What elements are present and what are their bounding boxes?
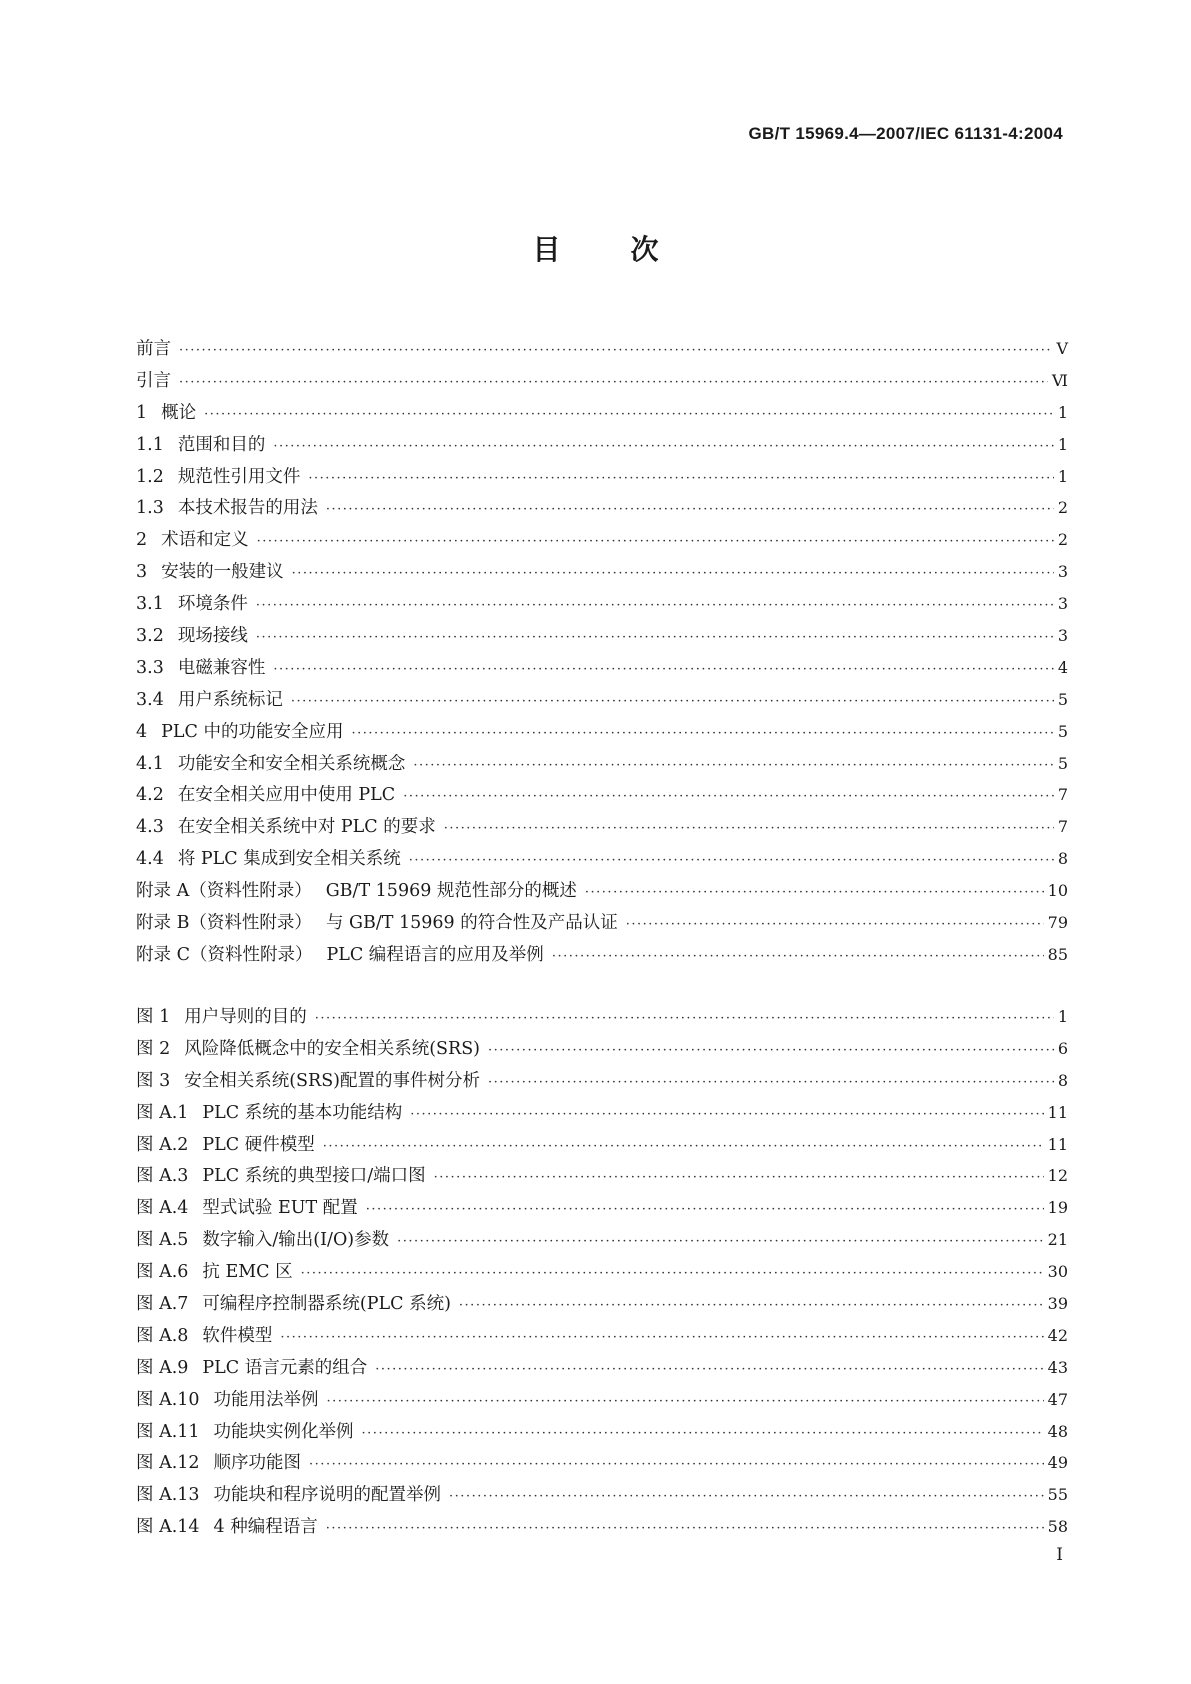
toc-entry-title	[136, 1162, 430, 1187]
toc-entry-number: 1	[136, 402, 148, 423]
toc-entry[interactable]	[136, 335, 1068, 367]
figure-entry[interactable]	[136, 1386, 1068, 1418]
page-number: I	[1056, 1545, 1063, 1565]
toc-entry-page: 12	[1047, 1166, 1068, 1186]
toc-entry-page: 7	[1057, 817, 1068, 837]
toc-entry-number: 1.2	[136, 466, 164, 487]
toc-entry-label: 数字输入/输出(I/O)参数	[202, 1230, 390, 1251]
dot-leader	[585, 885, 1044, 900]
toc-entry-page: Ⅴ	[1056, 339, 1068, 358]
toc-entry-label: 用户系统标记	[177, 689, 283, 710]
toc-entry-title	[136, 1354, 371, 1379]
toc-entry-label: 现场接线	[177, 626, 248, 647]
toc-entry-label: 安全相关系统(SRS)配置的事件树分析	[184, 1070, 481, 1091]
toc-entry-title	[136, 1418, 358, 1443]
dot-leader	[488, 1043, 1054, 1058]
toc-entry[interactable]	[136, 399, 1068, 431]
toc-entry-title	[136, 1386, 323, 1411]
toc-entry-title	[136, 1449, 305, 1474]
figure-entry[interactable]	[136, 1449, 1068, 1481]
toc-entry-number: 图 A.11	[136, 1421, 200, 1442]
toc-entry-label: 本技术报告的用法	[177, 498, 318, 519]
figure-entry[interactable]	[136, 1099, 1068, 1131]
toc-entry-page: 49	[1047, 1453, 1068, 1473]
toc-entry-title	[136, 1322, 276, 1347]
dot-leader	[449, 1489, 1044, 1504]
toc-entry-page: 48	[1047, 1421, 1068, 1441]
dot-leader	[327, 1394, 1044, 1409]
toc-entry-title	[136, 463, 304, 488]
toc-entry[interactable]	[136, 526, 1068, 558]
figure-entry[interactable]	[136, 1226, 1068, 1258]
toc-entry-number: 4.1	[136, 753, 164, 774]
toc-entry-page: 3	[1057, 626, 1068, 646]
figure-entry[interactable]	[136, 1418, 1068, 1450]
toc-entry-title	[136, 1226, 393, 1251]
dot-leader	[291, 694, 1054, 709]
dot-leader	[413, 758, 1053, 773]
toc-entry-label: PLC 系统的基本功能结构	[202, 1102, 403, 1123]
toc-entry-page: 1	[1057, 434, 1068, 454]
dot-leader	[352, 726, 1054, 741]
toc-entry-page: 55	[1047, 1485, 1068, 1505]
dot-leader	[362, 1426, 1044, 1441]
dot-leader	[256, 598, 1054, 613]
toc-entry-page: 2	[1057, 530, 1068, 550]
dot-leader	[257, 534, 1054, 549]
toc-entry-label: 型式试验 EUT 配置	[202, 1198, 358, 1219]
toc-entry-number: 附录 A（资料性附录）	[136, 881, 312, 902]
toc-entry-title	[136, 941, 548, 966]
figure-entry[interactable]	[136, 1290, 1068, 1322]
page-title: 目次	[532, 233, 729, 266]
toc-entry-label: 电磁兼容性	[177, 657, 266, 678]
toc-entry-number: 4.2	[136, 785, 164, 806]
toc-entry-title	[136, 1131, 319, 1156]
toc-entry-page: 2	[1057, 498, 1068, 518]
toc-entry[interactable]	[136, 813, 1068, 845]
dot-leader	[309, 1457, 1044, 1472]
toc-entry-number: 3.2	[136, 626, 164, 647]
toc-entry-number: 图 A.3	[136, 1166, 189, 1187]
toc-entry[interactable]	[136, 877, 1068, 909]
toc-entry[interactable]	[136, 431, 1068, 463]
toc-entry-label: 功能块实例化举例	[213, 1421, 354, 1442]
toc-entry[interactable]	[136, 654, 1068, 686]
toc-entry-page: 39	[1047, 1294, 1068, 1314]
toc-entry-label: 风险降低概念中的安全相关系统(SRS)	[184, 1038, 481, 1059]
dot-leader	[204, 407, 1054, 422]
toc-entry-label: 功能块和程序说明的配置举例	[213, 1485, 442, 1506]
toc-entry[interactable]	[136, 558, 1068, 590]
toc-entry-page: 8	[1057, 1070, 1068, 1090]
toc-entry-number: 图 A.13	[136, 1485, 200, 1506]
toc-entry-number: 图 A.2	[136, 1134, 189, 1155]
toc-entry-number: 图 A.1	[136, 1102, 189, 1123]
toc-entry-number: 附录 B（资料性附录）	[136, 913, 312, 934]
toc-entry-page: 43	[1047, 1357, 1068, 1377]
toc-entry-page: Ⅵ	[1051, 370, 1068, 390]
toc-entry-title	[136, 845, 405, 870]
toc-entry[interactable]	[136, 494, 1068, 526]
toc-entry-number: 图 A.14	[136, 1517, 200, 1538]
toc-entry-title	[136, 909, 622, 934]
dot-leader	[308, 471, 1053, 486]
toc-entry-title	[136, 1003, 311, 1028]
toc-entry[interactable]	[136, 750, 1068, 782]
toc-entry[interactable]	[136, 781, 1068, 813]
toc-entry-label: 抗 EMC 区	[202, 1262, 293, 1283]
toc-entry[interactable]	[136, 718, 1068, 750]
dot-leader	[280, 1330, 1043, 1345]
figure-entry[interactable]	[136, 1003, 1068, 1035]
toc-entry-number: 图 A.6	[136, 1262, 189, 1283]
toc-entry-page: 3	[1057, 594, 1068, 614]
toc-entry[interactable]	[136, 590, 1068, 622]
dot-leader	[273, 662, 1053, 677]
toc-entry-number: 图 A.8	[136, 1325, 189, 1346]
dot-leader	[256, 630, 1054, 645]
toc-entry-title	[136, 367, 175, 392]
toc-entry-title	[136, 654, 269, 679]
toc-entry-number: 3.3	[136, 657, 164, 678]
toc-entry-number: 2	[136, 530, 148, 551]
toc-entry-title	[136, 813, 440, 838]
toc-entry-page: 1	[1057, 1007, 1068, 1026]
dot-leader	[179, 343, 1052, 358]
toc-entry-number: 图 A.10	[136, 1389, 200, 1410]
toc-entry-page: 6	[1057, 1038, 1068, 1058]
toc-entry-title	[136, 526, 253, 551]
standard-number: GB/T 15969.4—2007/IEC 61131-4:2004	[748, 124, 1063, 143]
toc-entry-label: 4 种编程语言	[213, 1517, 318, 1538]
toc-entry-label: 规范性引用文件	[177, 466, 301, 487]
toc-entry-page: 47	[1047, 1389, 1068, 1409]
dot-leader	[552, 949, 1044, 964]
toc-entry-number: 图 A.5	[136, 1230, 189, 1251]
toc-entry[interactable]	[136, 367, 1068, 399]
dot-leader	[179, 375, 1048, 390]
dot-leader	[459, 1298, 1044, 1313]
toc-entry-page: 3	[1057, 562, 1068, 582]
dot-leader	[273, 439, 1053, 454]
toc-entry[interactable]	[136, 909, 1068, 941]
toc-entry-page: 1	[1057, 402, 1068, 422]
toc-entry-number: 1.3	[136, 498, 164, 519]
toc-entry-title	[136, 558, 288, 583]
toc-entry-label: 前言	[136, 339, 171, 359]
toc-entry-title	[136, 1099, 406, 1124]
dot-leader	[397, 1234, 1044, 1249]
toc-entry-label: 将 PLC 集成到安全相关系统	[177, 849, 401, 870]
toc-entry-number: 图 A.12	[136, 1453, 200, 1474]
figure-entry[interactable]	[136, 1354, 1068, 1386]
toc-entry-title	[136, 1035, 484, 1060]
dot-leader	[326, 502, 1054, 517]
toc-entry-title	[136, 718, 348, 743]
toc-entry-page: 79	[1047, 913, 1068, 933]
toc-entry-number: 4.3	[136, 817, 164, 838]
dot-leader	[626, 917, 1044, 932]
toc-entry-page: 5	[1057, 689, 1068, 709]
toc-entry-number: 图 2	[136, 1038, 171, 1059]
toc-entry-number: 4.4	[136, 849, 164, 870]
toc-entry-title	[136, 781, 399, 806]
toc-entry-page: 11	[1047, 1102, 1068, 1122]
toc-entry-page: 10	[1047, 881, 1068, 901]
dot-leader	[375, 1362, 1043, 1377]
toc-entry-page: 85	[1047, 944, 1068, 964]
figure-entry[interactable]	[136, 1035, 1068, 1067]
toc-entry-title	[136, 1067, 484, 1092]
toc-entry-number: 4	[136, 721, 148, 742]
toc-entry-label: PLC 系统的典型接口/端口图	[202, 1166, 426, 1187]
dot-leader	[444, 821, 1054, 836]
toc-entry-page: 5	[1057, 721, 1068, 741]
toc-entry-number: 图 A.7	[136, 1294, 189, 1315]
toc-entry-label: 功能安全和安全相关系统概念	[177, 753, 406, 774]
toc-entry-number: 图 1	[136, 1007, 171, 1027]
toc-entry-title	[136, 399, 200, 424]
toc-entry-label: 用户导则的目的	[184, 1007, 307, 1027]
toc-entry-label: 与 GB/T 15969 的符合性及产品认证	[325, 913, 618, 934]
toc-entry-label: 范围和目的	[177, 434, 266, 455]
toc-entry-title	[136, 1513, 322, 1538]
toc-entry-title	[136, 590, 252, 615]
dot-leader	[366, 1202, 1044, 1217]
toc-entry-number: 附录 C（资料性附录）	[136, 944, 313, 965]
toc-entry-page: 4	[1057, 657, 1068, 677]
toc-entry-number: 图 A.9	[136, 1357, 189, 1378]
toc-entry-number: 3	[136, 562, 148, 583]
toc-entry-number: 图 A.4	[136, 1198, 189, 1219]
toc-entry[interactable]	[136, 686, 1068, 718]
toc-entry-title	[136, 335, 175, 360]
toc-entry-page: 1	[1057, 466, 1068, 486]
dot-leader	[434, 1170, 1044, 1185]
dot-leader	[323, 1139, 1044, 1154]
toc-entry-title	[136, 622, 252, 647]
dot-leader	[292, 566, 1054, 581]
figure-entry[interactable]	[136, 1131, 1068, 1163]
toc-entry-page: 11	[1047, 1134, 1068, 1154]
toc-entry-label: 概论	[161, 402, 197, 423]
toc-entry-label: GB/T 15969 规范性部分的概述	[325, 881, 577, 902]
toc-entry-number: 3.1	[136, 594, 164, 615]
toc-entry-page: 30	[1047, 1262, 1068, 1282]
toc-entry-title	[136, 1194, 362, 1219]
toc-entry-title	[136, 1290, 455, 1315]
toc-entry[interactable]	[136, 845, 1068, 877]
toc-entry-page: 19	[1047, 1198, 1068, 1218]
toc-entry-page: 21	[1047, 1230, 1068, 1250]
dot-leader	[403, 789, 1054, 804]
toc-entry-label: 功能用法举例	[213, 1389, 319, 1410]
toc-entry-label: 在安全相关应用中使用 PLC	[177, 785, 396, 806]
toc-entry-title	[136, 877, 581, 902]
toc-entry-page: 5	[1057, 753, 1068, 773]
toc-entry-page: 42	[1047, 1325, 1068, 1345]
dot-leader	[326, 1521, 1044, 1536]
toc-entry-label: 顺序功能图	[213, 1453, 302, 1474]
figure-entry[interactable]	[136, 1322, 1068, 1354]
toc-entry-page: 7	[1057, 785, 1068, 805]
toc-entry[interactable]	[136, 941, 1068, 973]
toc-entry-title	[136, 1258, 297, 1283]
figure-entry[interactable]	[136, 1194, 1068, 1226]
list-of-figures	[136, 1003, 1068, 1545]
toc-entry-label: PLC 语言元素的组合	[202, 1357, 368, 1378]
toc-entry-label: 软件模型	[202, 1325, 273, 1346]
figure-entry[interactable]	[136, 1258, 1068, 1290]
dot-leader	[301, 1266, 1044, 1281]
toc-entry-title	[136, 494, 322, 519]
toc-entry-label: 引言	[136, 370, 171, 391]
toc-entry-label: 安装的一般建议	[161, 562, 284, 583]
table-of-contents	[136, 335, 1068, 973]
dot-leader	[488, 1075, 1054, 1090]
toc-entry-label: PLC 中的功能安全应用	[161, 721, 344, 742]
figure-entry[interactable]	[136, 1162, 1068, 1194]
toc-entry[interactable]	[136, 463, 1068, 495]
toc-entry-page: 8	[1057, 849, 1068, 869]
dot-leader	[410, 1107, 1043, 1122]
toc-entry-label: 在安全相关系统中对 PLC 的要求	[177, 817, 436, 838]
toc-entry-title	[136, 750, 409, 775]
toc-entry-label: 可编程序控制器系统(PLC 系统)	[202, 1294, 451, 1315]
toc-entry-label: PLC 硬件模型	[202, 1134, 315, 1155]
dot-leader	[409, 853, 1054, 868]
toc-entry-label: 术语和定义	[161, 530, 249, 551]
toc-entry-label: PLC 编程语言的应用及举例	[326, 944, 544, 965]
toc-entry-title	[136, 1481, 445, 1506]
toc-entry-title	[136, 686, 287, 711]
toc-entry-number: 图 3	[136, 1070, 171, 1091]
toc-entry-number: 1.1	[136, 434, 164, 455]
figure-entry[interactable]	[136, 1513, 1068, 1545]
dot-leader	[315, 1011, 1054, 1026]
toc-entry-label: 环境条件	[177, 594, 248, 615]
figure-entry[interactable]	[136, 1067, 1068, 1099]
toc-entry-number: 3.4	[136, 689, 164, 710]
toc-entry-title	[136, 431, 269, 456]
figure-entry[interactable]	[136, 1481, 1068, 1513]
toc-entry[interactable]	[136, 622, 1068, 654]
toc-entry-page: 58	[1047, 1517, 1068, 1537]
